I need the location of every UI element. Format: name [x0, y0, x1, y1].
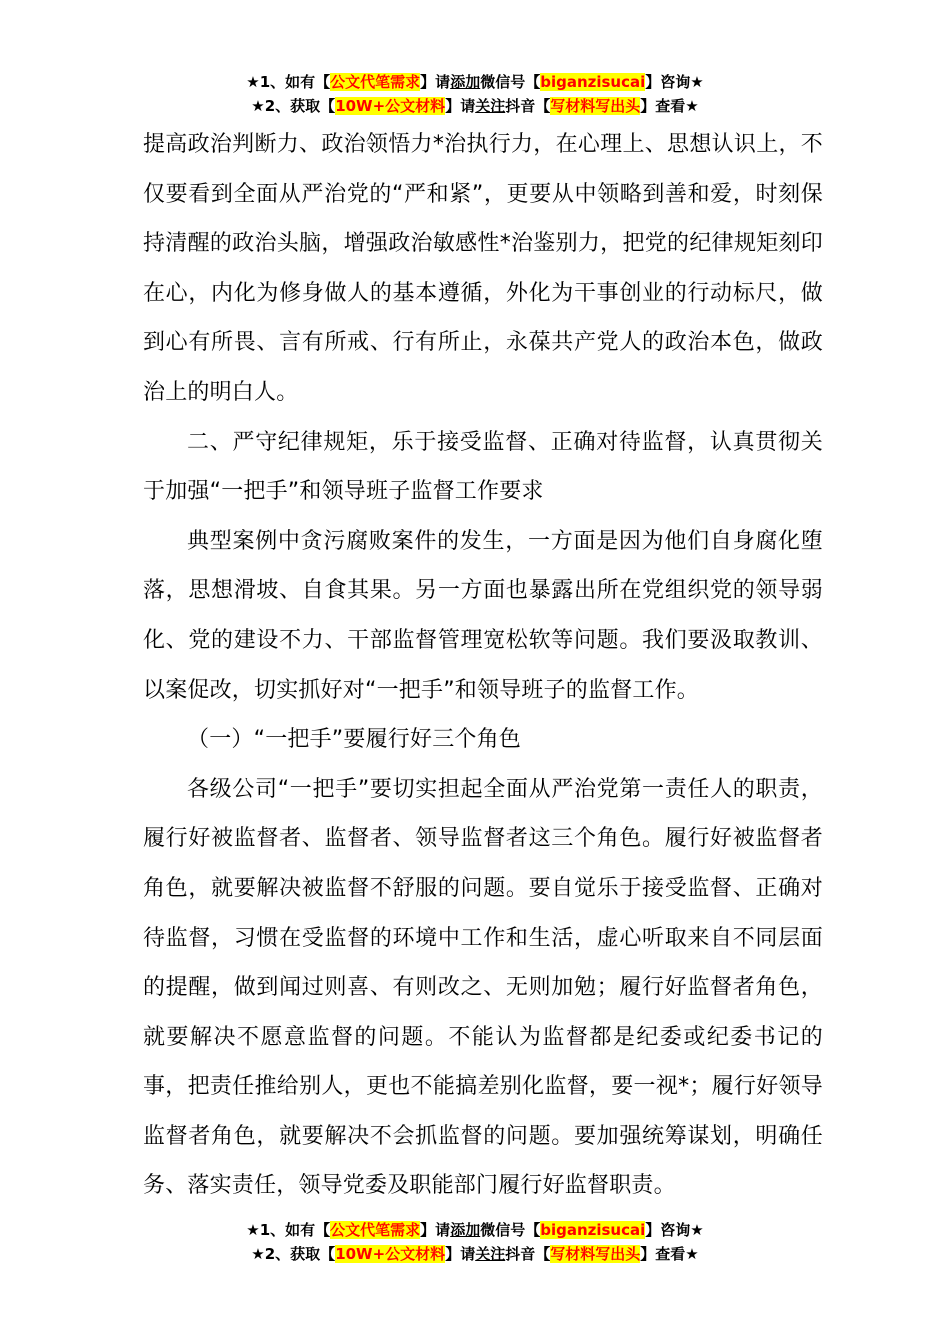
banner-text: 】咨询★: [645, 73, 704, 91]
banner-highlight: 10W+公文材料: [335, 1245, 446, 1263]
banner-text: 】请: [420, 1221, 451, 1239]
banner-text: 】咨询★: [645, 1221, 704, 1239]
banner-text: 】请: [445, 1245, 476, 1263]
header-banner: [0, 70, 950, 118]
banner-underlined: 关注: [475, 97, 506, 115]
banner-highlight: 10W+公文材料: [335, 97, 446, 115]
banner-highlight: 写材料写出头: [550, 97, 641, 115]
banner-text: ★1、如有【: [246, 73, 331, 91]
document-body: [143, 120, 823, 1211]
subsection-heading: （一）“一把手”要履行好三个角色: [187, 727, 521, 753]
paragraph-continued: 提高政治判断力、政治领悟力*治执行力，在心理上、思想认识上，不仅要看到全面从严治党的“严和紧”，更要从中领略到善和爱，时刻保持清醒的政治头脑，增强政治敏感性*治鉴别力，把党的纪律规矩刻印在心，内化为修身做人的基本遵循，外化为干事创业的行动标尺，做到心有所畏、言有所戒、行有所止，永葆共产党人的政治本色，做政治上的明白人。: [143, 132, 823, 405]
banner-highlight: biganzisucai: [540, 73, 646, 91]
banner-underlined: 添加: [450, 1221, 481, 1239]
paragraph: 各级公司“一把手”要切实担起全面从严治党第一责任人的职责，履行好被监督者、监督者、领导监督者这三个角色。履行好被监督者角色，就要解决被监督不舒服的问题。要自觉乐于接受监督、正确对待监督，习惯在受监督的环境中工作和生活，虚心听取来自不同层面的提醒，做到闻过则喜、有则改之、无则加勉；履行好监督者角色，就要解决不愿意监督的问题。不能认为监督都是纪委或纪委书记的事，把责任推给别人，更也不能搞差别化监督，要一视*；履行好领导监督者角色，就要解决不会抓监督的问题。要加强统筹谋划，明确任务、落实责任，领导党委及职能部门履行好监督职责。: [143, 776, 823, 1199]
footer-banner: [0, 1218, 950, 1266]
banner-underlined: 关注: [475, 1245, 506, 1263]
banner-highlight: 写材料写出头: [550, 1245, 641, 1263]
banner-text: 抖音【: [505, 1245, 551, 1263]
banner-line-1: [0, 70, 950, 94]
banner-text: 抖音【: [505, 97, 551, 115]
banner-highlight: 公文代笔需求: [330, 1221, 421, 1239]
banner-highlight: 公文代笔需求: [330, 73, 421, 91]
banner-line-2: [0, 1242, 950, 1266]
banner-underlined: 添加: [450, 73, 481, 91]
banner-highlight: biganzisucai: [540, 1221, 646, 1239]
banner-text: ★2、获取【: [251, 97, 336, 115]
banner-text: 】查看★: [640, 97, 699, 115]
banner-text: ★2、获取【: [251, 1245, 336, 1263]
banner-text: 】查看★: [640, 1245, 699, 1263]
banner-text: 】请: [445, 97, 476, 115]
section-heading: 二、严守纪律规矩，乐于接受监督、正确对待监督，认真贯彻关于加强“一把手”和领导班子监督工作要求: [143, 429, 823, 505]
banner-text: 微信号【: [480, 1221, 541, 1239]
banner-text: 微信号【: [480, 73, 541, 91]
banner-text: ★1、如有【: [246, 1221, 331, 1239]
banner-line-2: [0, 94, 950, 118]
paragraph: 典型案例中贪污腐败案件的发生，一方面是因为他们自身腐化堕落，思想滑坡、自食其果。另一方面也暴露出所在党组织党的领导弱化、党的建设不力、干部监督管理宽松软等问题。我们要汲取教训、以案促改，切实抓好对“一把手”和领导班子的监督工作。: [143, 528, 823, 703]
banner-line-1: [0, 1218, 950, 1242]
banner-text: 】请: [420, 73, 451, 91]
